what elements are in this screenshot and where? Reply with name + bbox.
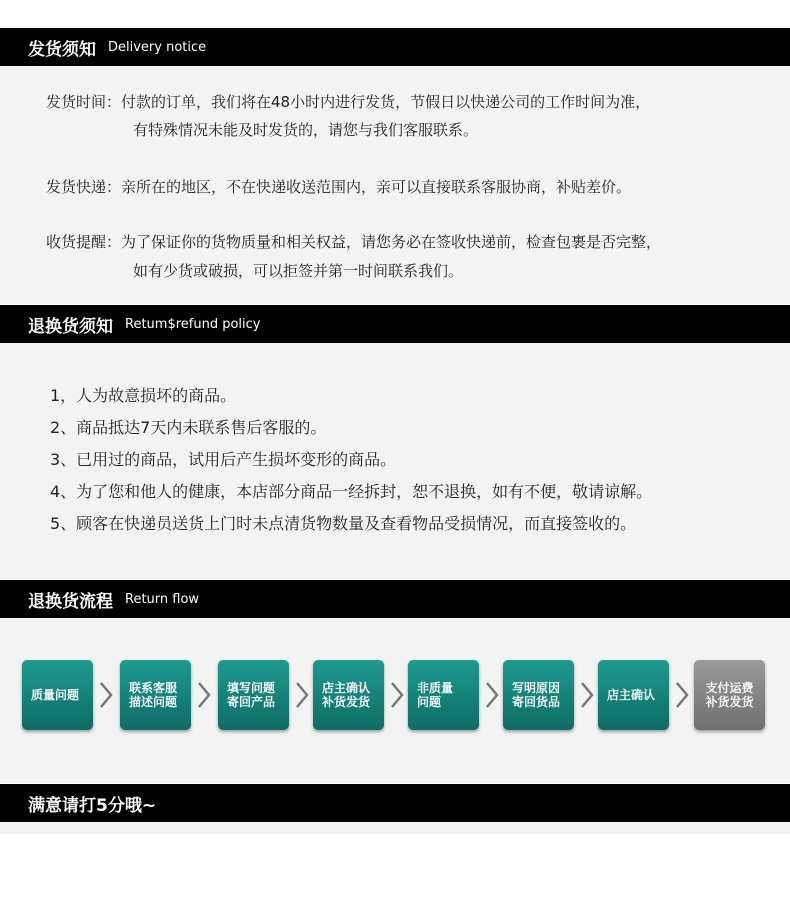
delivery-time-label: 发货时间：: [46, 93, 122, 111]
flow-step-line: 补货发货: [322, 695, 371, 709]
flow-step-line: 描述问题: [129, 695, 178, 709]
chevron-right-icon: [675, 681, 689, 709]
flow-step-line: 店主确认: [322, 681, 371, 695]
rating-title: 满意请打5分哦~: [28, 795, 157, 816]
flow-step-line: 寄回货品: [512, 695, 561, 709]
delivery-reminder-text: 为了保证你的货物质量和相关权益，请您务必在签收快递前，检查包裹是否完整，: [121, 233, 662, 251]
chevron-right-icon: [197, 681, 211, 709]
delivery-express-text: 亲所在的地区，不在快递收送范围内，亲可以直接联系客服协商，补贴差价。: [121, 178, 632, 196]
flow-step-owner-confirm: [598, 660, 669, 730]
delivery-time-text-2: 有特殊情况未能及时发货的，请您与我们客服联系。: [133, 121, 479, 139]
delivery-reminder-row: [46, 231, 661, 252]
return-policy-title: 退换货须知: [28, 316, 113, 337]
delivery-time-text: 付款的订单，我们将在48小时内进行发货，节假日以快递公司的工作时间为准，: [121, 93, 651, 111]
delivery-express-label: 发货快递：: [46, 178, 122, 196]
flow-step-quality-issue: [22, 660, 93, 730]
flow-step-line: 寄回产品: [227, 695, 276, 709]
flow-step-line: 填写问题: [227, 681, 276, 695]
return-policy-item: 1，人为故意损坏的商品。: [50, 386, 237, 405]
flow-step-line: 店主确认: [607, 688, 656, 702]
return-flow-title: 退换货流程: [28, 591, 113, 612]
flow-step-line: 联系客服: [129, 681, 178, 695]
return-policy-subtitle: Retum$refund policy: [125, 316, 261, 332]
flow-step-owner-confirm-resend: [313, 660, 384, 730]
chevron-right-icon: [580, 681, 594, 709]
flow-step-non-quality-issue: [408, 660, 479, 730]
flow-step-line: 补货发货: [705, 695, 754, 709]
delivery-notice-header: [0, 28, 790, 66]
flow-step-line: 非质量: [417, 681, 454, 695]
delivery-notice-title: 发货须知: [28, 39, 96, 60]
return-policy-header: [0, 305, 790, 343]
return-policy-item: 3、已用过的商品，试用后产生损坏变形的商品。: [50, 450, 397, 469]
chevron-right-icon: [390, 681, 404, 709]
chevron-right-icon: [295, 681, 309, 709]
flow-step-contact-service: [120, 660, 191, 730]
return-policy-item: 4、为了您和他人的健康，本店部分商品一经拆封，恕不退换，如有不便，敬请谅解。: [50, 482, 653, 501]
chevron-right-icon: [485, 681, 499, 709]
delivery-reminder-label: 收货提醒：: [46, 233, 122, 251]
flow-step-line: 问题: [417, 695, 442, 709]
return-flow-subtitle: Return flow: [125, 591, 200, 607]
flow-step-pay-shipping: [694, 660, 765, 730]
return-policy-item: 5、顾客在快递员送货上门时未点清货物数量及查看物品受损情况，而直接签收的。: [50, 514, 637, 533]
delivery-time-row: [46, 91, 650, 112]
flow-step-write-reason: [503, 660, 574, 730]
delivery-notice-subtitle: Delivery notice: [108, 39, 207, 55]
return-flow-header: [0, 580, 790, 618]
return-policy-panel: [0, 343, 790, 579]
return-policy-item: 2、商品抵达7天内未联系售后客服的。: [50, 418, 327, 437]
flow-step-fill-issue: [218, 660, 289, 730]
chevron-right-icon: [99, 681, 113, 709]
delivery-notice-panel: [0, 66, 790, 304]
flow-step-line: 写明原因: [512, 681, 561, 695]
flow-step-line: 质量问题: [31, 688, 80, 702]
delivery-express-row: [46, 176, 631, 197]
rating-header: [0, 784, 790, 822]
flow-step-line: 支付运费: [705, 681, 754, 695]
delivery-reminder-text-2: 如有少货或破损，可以拒签并第一时间联系我们。: [133, 262, 464, 280]
rating-panel: [0, 822, 790, 834]
